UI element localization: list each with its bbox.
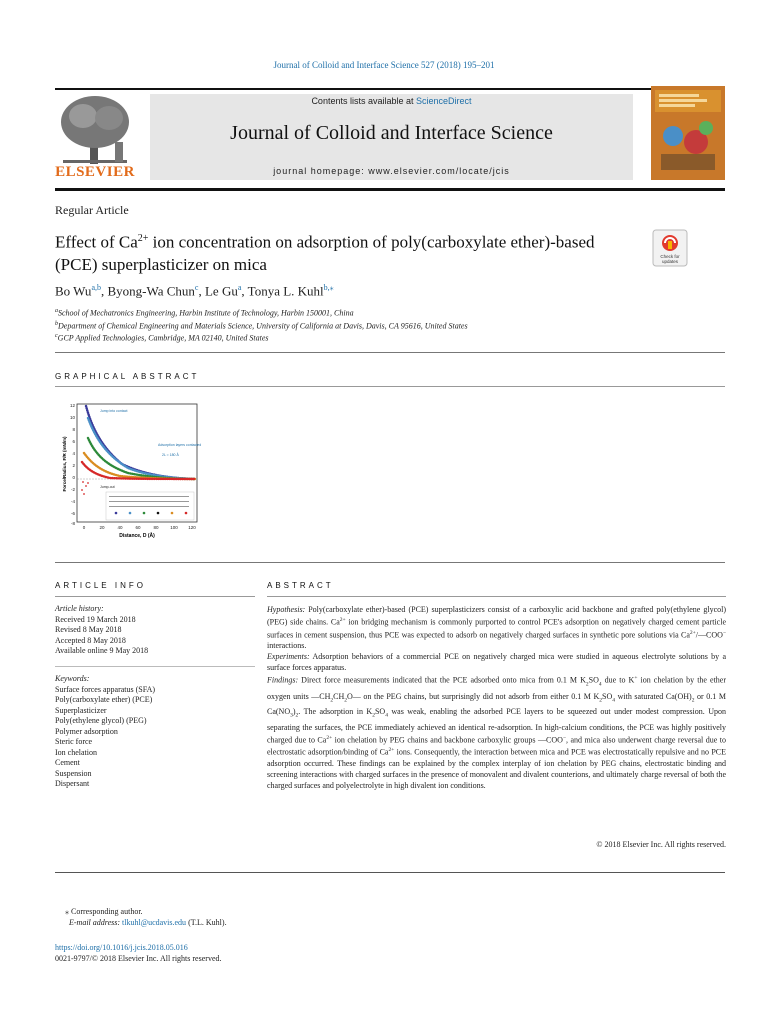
doi-link[interactable]: https://doi.org/10.1016/j.jcis.2018.05.016 bbox=[55, 943, 188, 952]
graphical-abstract-heading: GRAPHICAL ABSTRACT bbox=[55, 372, 200, 381]
annotation-label: Jump-out bbox=[100, 485, 115, 489]
article-info-heading: ARTICLE INFO bbox=[55, 581, 146, 590]
abstract-heading: ABSTRACT bbox=[267, 581, 334, 590]
affiliation-item: $^a$School of Mechatronics Engineering, Harbin Institute of Technology, Harbin 150001, China bbox=[55, 308, 354, 318]
history-item: Revised 8 May 2018 bbox=[55, 625, 122, 634]
keyword-item: Poly(carboxylate ether) (PCE) bbox=[55, 695, 153, 704]
article-title bbox=[55, 228, 615, 276]
x-tick: 60 bbox=[135, 525, 141, 530]
x-tick: 80 bbox=[153, 525, 159, 530]
affiliations bbox=[55, 306, 468, 344]
x-tick: 0 bbox=[82, 525, 86, 530]
issn-line: 0021-9797/© 2018 Elsevier Inc. All rights reserved. bbox=[55, 954, 222, 963]
graphical-abstract-figure[interactable] bbox=[62, 398, 207, 540]
keyword-item: Poly(ethylene glycol) (PEG) bbox=[55, 716, 147, 725]
divider bbox=[55, 386, 725, 387]
journal-cover-image[interactable] bbox=[651, 86, 725, 180]
keyword-item: Cement bbox=[55, 758, 80, 767]
keyword-item: Superplasticizer bbox=[55, 705, 107, 715]
y-tick: 12 bbox=[69, 403, 75, 408]
article-type: Regular Article bbox=[55, 203, 129, 217]
sciencedirect-link[interactable]: ScienceDirect bbox=[416, 96, 472, 106]
author-affil[interactable]: b,⁎ bbox=[323, 283, 334, 292]
affiliation-item: $^b$Department of Chemical Engineering and Materials Science, University of California at Davis, Davis, CA 95616, United States bbox=[55, 320, 468, 331]
homepage-prefix: journal homepage: bbox=[273, 166, 365, 176]
author-name[interactable]: Le Gu bbox=[204, 283, 238, 299]
footnote-rule bbox=[55, 872, 725, 873]
y-tick: -2 bbox=[70, 487, 75, 492]
header-rule bbox=[55, 88, 725, 90]
y-tick: 6 bbox=[72, 439, 75, 444]
keywords-label: Keywords: bbox=[55, 674, 90, 683]
divider bbox=[267, 596, 726, 597]
x-tick: 20 bbox=[99, 525, 105, 530]
annotation-label: 2L ≈ 180 Å bbox=[162, 453, 179, 457]
divider bbox=[55, 596, 255, 597]
x-axis-label: Distance, D (Å) bbox=[119, 533, 155, 539]
y-tick: -8 bbox=[70, 521, 75, 526]
homepage-link[interactable]: www.elsevier.com/locate/jcis bbox=[368, 166, 510, 176]
y-tick: 8 bbox=[72, 427, 75, 432]
keyword-item: Dispersant bbox=[55, 779, 90, 788]
y-tick: 2 bbox=[72, 463, 75, 468]
y-tick: 10 bbox=[69, 415, 75, 420]
journal-homepage bbox=[150, 166, 633, 176]
hypothesis-label: Hypothesis: bbox=[267, 605, 306, 614]
journal-title: Journal of Colloid and Interface Science bbox=[230, 122, 553, 144]
email-label: E-mail address: bbox=[69, 918, 121, 927]
y-tick: 0 bbox=[72, 475, 75, 480]
title-part-1: Effect of Ca bbox=[55, 232, 138, 252]
x-tick: 120 bbox=[188, 525, 196, 530]
abstract-body: Hypothesis: Poly(carboxylate ether)-based (PCE) superplasticizers consist of a carboxylic acid backbone and grafted poly(ethylene glycol) (PEG) side chains. $Ca^{2+}$ ion bridging mechanism is commonly purported to control PCE's adsorption on negatively charged cement particle surfaces in cement suspension, thus PCE was expected to adsorb on negatively charged surfaces in synthetic pore solutions via $Ca^{2+}/—COO^-$ interactions. Experiments: Adsorption behaviors of a commercial PCE on negatively charged mica were studied in aqueous electrolyte solutions by a surface forces apparatus. Findings: Direct force measurements indicated that the PCE adsorbed onto mica from 0.1 M $K_2SO_4$ due to K+ ion chelation by the ether oxygen units $—CH_2CH_2O—$ on the PEG chains, but surprisingly did not adsorb from either 0.1 M $K_2SO_4$ with saturated $Ca(OH)_2$ or 0.1 M $Ca(NO_3)_2$. The adsorption in $K_2SO_4$ was weak, enabling the adsorbed PCE layers to be squeezed out under modest compression. Upon separating the surfaces, the PCE immediately achieved an identical re-adsorption. In high-calcium conditions, the PCE was highly positively charged due to $Ca^{2+}$ ion chelation by PEG chains and backbone carboxylic groups —COO−, and mica also underwent charge reversal due to electrostatic adsorption/binding of $Ca^{2+}$ ions. Consequently, the interaction between mica and PCE was electrostatically repulsive and no PCE adsorption occurred. These findings can be explained by the complex interplay of ion chelation by PEG chains, electrostatic binding and screening interactions with charged surfaces in the presence of monovalent and divalent counterions, and ultimately charge reversal of both the charged surfaces and polyelectrolyte in high divalent ion conditions. bbox=[267, 605, 727, 791]
article-history bbox=[55, 604, 255, 657]
history-label: Article history: bbox=[55, 604, 104, 613]
annotation-label: Jump into contact bbox=[100, 409, 128, 413]
divider bbox=[55, 666, 255, 667]
contents-prefix: Contents lists available at bbox=[311, 96, 414, 106]
abstract-copyright: © 2018 Elsevier Inc. All rights reserved. bbox=[596, 840, 726, 849]
email-link[interactable]: tlkuhl@ucdavis.edu bbox=[122, 918, 187, 927]
corresponding-label: ⁎ Corresponding author. bbox=[65, 907, 143, 916]
check-for-updates-icon[interactable] bbox=[652, 229, 688, 267]
keyword-item: Surface forces apparatus (SFA) bbox=[55, 684, 156, 694]
svg-text:updates: updates bbox=[661, 259, 679, 264]
y-tick: -6 bbox=[70, 511, 75, 516]
history-item: Accepted 8 May 2018 bbox=[55, 635, 126, 645]
journal-citation[interactable]: Journal of Colloid and Interface Science 527 (2018) 195–201 bbox=[273, 60, 495, 70]
y-tick: 4 bbox=[72, 451, 75, 456]
keywords bbox=[55, 674, 255, 790]
corresponding-author-note bbox=[55, 906, 455, 928]
email-line bbox=[55, 917, 455, 928]
contents-line bbox=[150, 96, 633, 106]
history-item: Received 19 March 2018 bbox=[55, 614, 136, 624]
author-name[interactable]: Byong-Wa Chun bbox=[107, 283, 195, 299]
affiliation-item: $^c$GCP Applied Technologies, Cambridge, MA 02140, United States bbox=[55, 333, 269, 343]
findings-label: Findings: bbox=[267, 675, 299, 685]
history-item: Available online 9 May 2018 bbox=[55, 646, 149, 655]
author-name[interactable]: Bo Wu bbox=[55, 283, 92, 299]
title-superscript: 2+ bbox=[137, 233, 149, 244]
divider bbox=[55, 562, 725, 563]
divider bbox=[55, 352, 725, 353]
svg-text:Check for: Check for bbox=[660, 254, 680, 259]
author-list: Bo Wu$^{a,b}$, Byong-Wa Chun$^c$, Le Gu$^a$, Tonya L. Kuhl$^{b,⁎}$ bbox=[55, 283, 334, 299]
author-affil[interactable]: c bbox=[194, 283, 199, 292]
keyword-item: Polymer adsorption bbox=[55, 726, 118, 736]
experiments-label: Experiments: bbox=[267, 652, 310, 662]
email-suffix: (T.L. Kuhl). bbox=[188, 918, 227, 927]
y-axis-label: Force/Radius, F/R (mN/m) bbox=[62, 436, 67, 492]
keyword-item: Ion chelation bbox=[55, 747, 97, 757]
y-tick: -4 bbox=[70, 499, 75, 504]
keyword-item: Suspension bbox=[55, 768, 92, 778]
x-tick: 100 bbox=[170, 525, 178, 530]
author-affil[interactable]: a,b bbox=[91, 283, 101, 292]
author-name[interactable]: Tonya L. Kuhl bbox=[247, 283, 324, 299]
section-rule bbox=[55, 188, 725, 191]
keyword-item: Steric force bbox=[55, 737, 93, 746]
annotation-label: Adsorption layers contacted bbox=[158, 443, 202, 447]
title-part-2: ion concentration on adsorption of poly(carboxylate ether)-based (PCE) superplasticizer on mica bbox=[55, 232, 595, 274]
x-tick: 40 bbox=[117, 525, 123, 530]
publisher-wordmark: ELSEVIER bbox=[55, 164, 135, 180]
author-affil[interactable]: a bbox=[237, 283, 242, 292]
